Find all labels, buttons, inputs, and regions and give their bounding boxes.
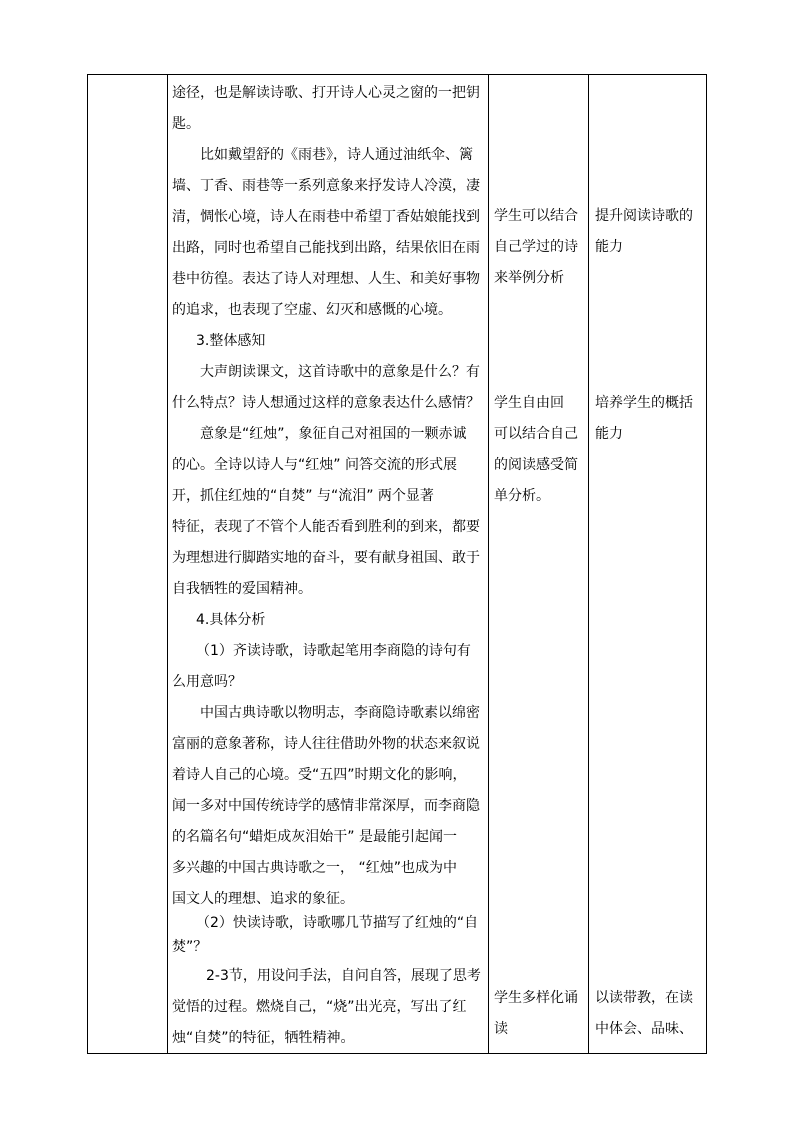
content-line: （1）齐读诗歌，诗歌起笔用李商隐的诗句有 [196,643,471,659]
content-line: 中国古典诗歌以物明志，李商隐诗歌素以绵密 [200,705,480,721]
column-divider-1 [167,74,168,1054]
content-line: 大声朗读课文，这首诗歌中的意象是什么？有 [200,364,480,380]
content-line: 焚”？ [172,939,208,955]
design-intent-line: 培养学生的概括 [595,395,693,411]
section-heading-analysis: 4.具体分析 [196,612,266,628]
student-activity-line: 自己学过的诗 [494,239,578,255]
student-activity-line: 来举例分析 [494,270,564,286]
content-line: 的名篇名句“蜡炬成灰泪始干” 是最能引起闻一 [172,829,457,845]
column-divider-2 [488,74,489,1054]
content-line: 自我牺牲的爱国精神。 [172,581,312,597]
student-activity-3 [494,983,584,1045]
content-line: 比如戴望舒的《雨巷》，诗人通过油纸伞、篱 [200,147,473,163]
content-line: 闻一多对中国传统诗学的感情非常深厚，而李商隐 [172,798,480,814]
teaching-content-part3 [172,961,484,1054]
column-divider-3 [588,74,589,1054]
design-intent-line: 中体会、品味、 [595,1021,693,1037]
content-line: 烛“自焚”的特征，牺牲精神。 [172,1030,355,1046]
content-line: 么用意吗？ [172,674,242,690]
student-activity-1 [494,201,584,294]
student-activity-2 [494,388,584,512]
content-line: 什么特点？诗人想通过这样的意象表达什么感情？ [172,395,480,411]
student-activity-line: 可以结合自己 [494,426,578,442]
student-activity-line: 读 [494,1021,508,1037]
design-intent-2 [595,388,705,450]
section-heading-overview: 3.整体感知 [196,333,266,349]
content-line: 巷中彷徨。表达了诗人对理想、人生、和美好事物 [172,271,480,287]
teaching-content-part2 [172,911,484,959]
content-line: 多兴趣的中国古典诗歌之一， “红烛”也成为中 [172,860,457,876]
design-intent-3 [595,983,705,1045]
design-intent-line: 能力 [595,239,623,255]
content-line: 为理想进行脚踏实地的奋斗，要有献身祖国、敢于 [172,550,480,566]
student-activity-line: 学生可以结合 [494,208,578,224]
content-line: 特征，表现了不管个人能否看到胜利的到来，都要 [172,519,480,535]
content-line: 2-3节，用设问手法，自问自答，展现了思考 [206,968,481,984]
content-line: 的追求，也表现了空虚、幻灭和感慨的心境。 [172,302,452,318]
content-line: 开，抓住红烛的“自焚” 与“流泪” 两个显著 [172,488,434,504]
student-activity-line: 学生自由回 [494,395,564,411]
content-line: 意象是“红烛”，象征自己对祖国的一颗赤诚 [200,426,467,442]
student-activity-line: 的阅读感受简 [494,457,578,473]
content-line: 匙。 [172,116,200,132]
design-intent-line: 能力 [595,426,623,442]
student-activity-line: 学生多样化诵 [494,990,578,1006]
content-line: 途径，也是解读诗歌、打开诗人心灵之窗的一把钥 [172,85,480,101]
design-intent-line: 以读带教，在读 [595,990,693,1006]
content-line: 国文人的理想、追求的象征。 [172,891,354,907]
content-line: 着诗人自己的心境。受“五四”时期文化的影响， [172,767,467,783]
content-line: （2）快读诗歌，诗歌哪几节描写了红烛的“自 [196,915,479,931]
content-line: 出路，同时也希望自己能找到出路，结果依旧在雨 [172,240,480,256]
content-line: 的心。全诗以诗人与“红烛” 问答交流的形式展 [172,457,457,473]
content-line: 墙、丁香、雨巷等一系列意象来抒发诗人冷漠，凄 [172,178,480,194]
design-intent-1 [595,201,705,263]
content-line: 觉悟的过程。燃烧自己，“烧”出光亮，写出了红 [172,999,467,1015]
content-line: 富丽的意象著称，诗人往往借助外物的状态来叙说 [172,736,480,752]
design-intent-line: 提升阅读诗歌的 [595,208,693,224]
content-line: 清，惆怅心境，诗人在雨巷中希望丁香姑娘能找到 [172,209,480,225]
student-activity-line: 单分析。 [494,488,550,504]
teaching-content-part1 [172,78,484,915]
